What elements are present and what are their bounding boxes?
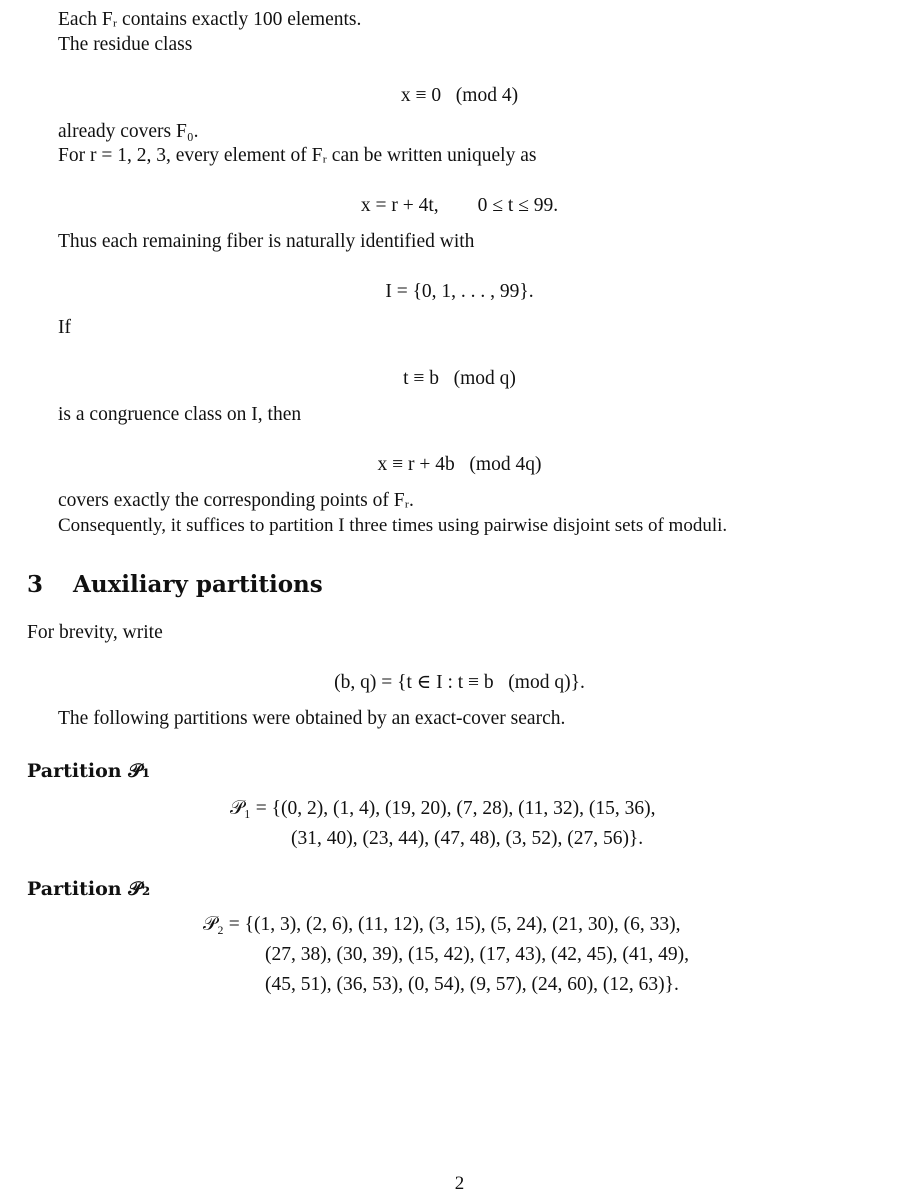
equation: (b, q) = {t ∈ I : t ≡ b (mod q)}.: [334, 672, 585, 693]
text-line: For brevity, write: [27, 622, 163, 643]
partition-line: (27, 38), (30, 39), (15, 42), (17, 43), (42, 45), (41, 49),: [265, 944, 690, 965]
partition-line: 𝒫₁ = {(0, 2), (1, 4), (19, 20), (7, 28), (11, 32), (15, 36),: [230, 798, 656, 819]
section-title: Auxiliary partitions: [73, 571, 323, 598]
partition-line: (31, 40), (23, 44), (47, 48), (3, 52), (27, 56)}.: [291, 828, 644, 849]
partition-line: 𝒫₂ = {(1, 3), (2, 6), (11, 12), (3, 15), (5, 24), (21, 30), (6, 33),: [203, 914, 681, 935]
equation: x = r + 4t, 0 ≤ t ≤ 99.: [360, 195, 559, 216]
partition-heading: Partition 𝒫₂: [27, 878, 151, 900]
partition-heading: Partition 𝒫₁: [27, 760, 151, 782]
text-line: covers exactly the corresponding points of Fᵣ.: [58, 490, 414, 511]
text-line: already covers F₀.: [58, 121, 199, 142]
text-line: is a congruence class on I, then: [58, 404, 302, 425]
equation: x ≡ 0 (mod 4): [400, 85, 519, 106]
text-line: If: [58, 317, 71, 338]
equation: I = {0, 1, . . . , 99}.: [385, 281, 534, 302]
section-heading: [27, 570, 323, 600]
text-line: Thus each remaining fiber is naturally identified with: [58, 231, 475, 252]
text-line: For r = 1, 2, 3, every element of Fᵣ can be written uniquely as: [58, 145, 537, 166]
equation: x ≡ r + 4b (mod 4q): [377, 454, 542, 475]
page-number: 2: [454, 1173, 465, 1194]
text-line: Consequently, it suffices to partition I three times using pairwise disjoint sets of moduli.: [58, 515, 728, 536]
equation: t ≡ b (mod q): [403, 368, 516, 389]
partition-line: (45, 51), (36, 53), (0, 54), (9, 57), (24, 60), (12, 63)}.: [265, 974, 679, 995]
text-line: Each Fᵣ contains exactly 100 elements.: [58, 9, 362, 30]
text-line: The residue class: [58, 34, 193, 55]
text-line: The following partitions were obtained by an exact-cover search.: [58, 708, 566, 729]
section-number: 3: [27, 571, 44, 598]
